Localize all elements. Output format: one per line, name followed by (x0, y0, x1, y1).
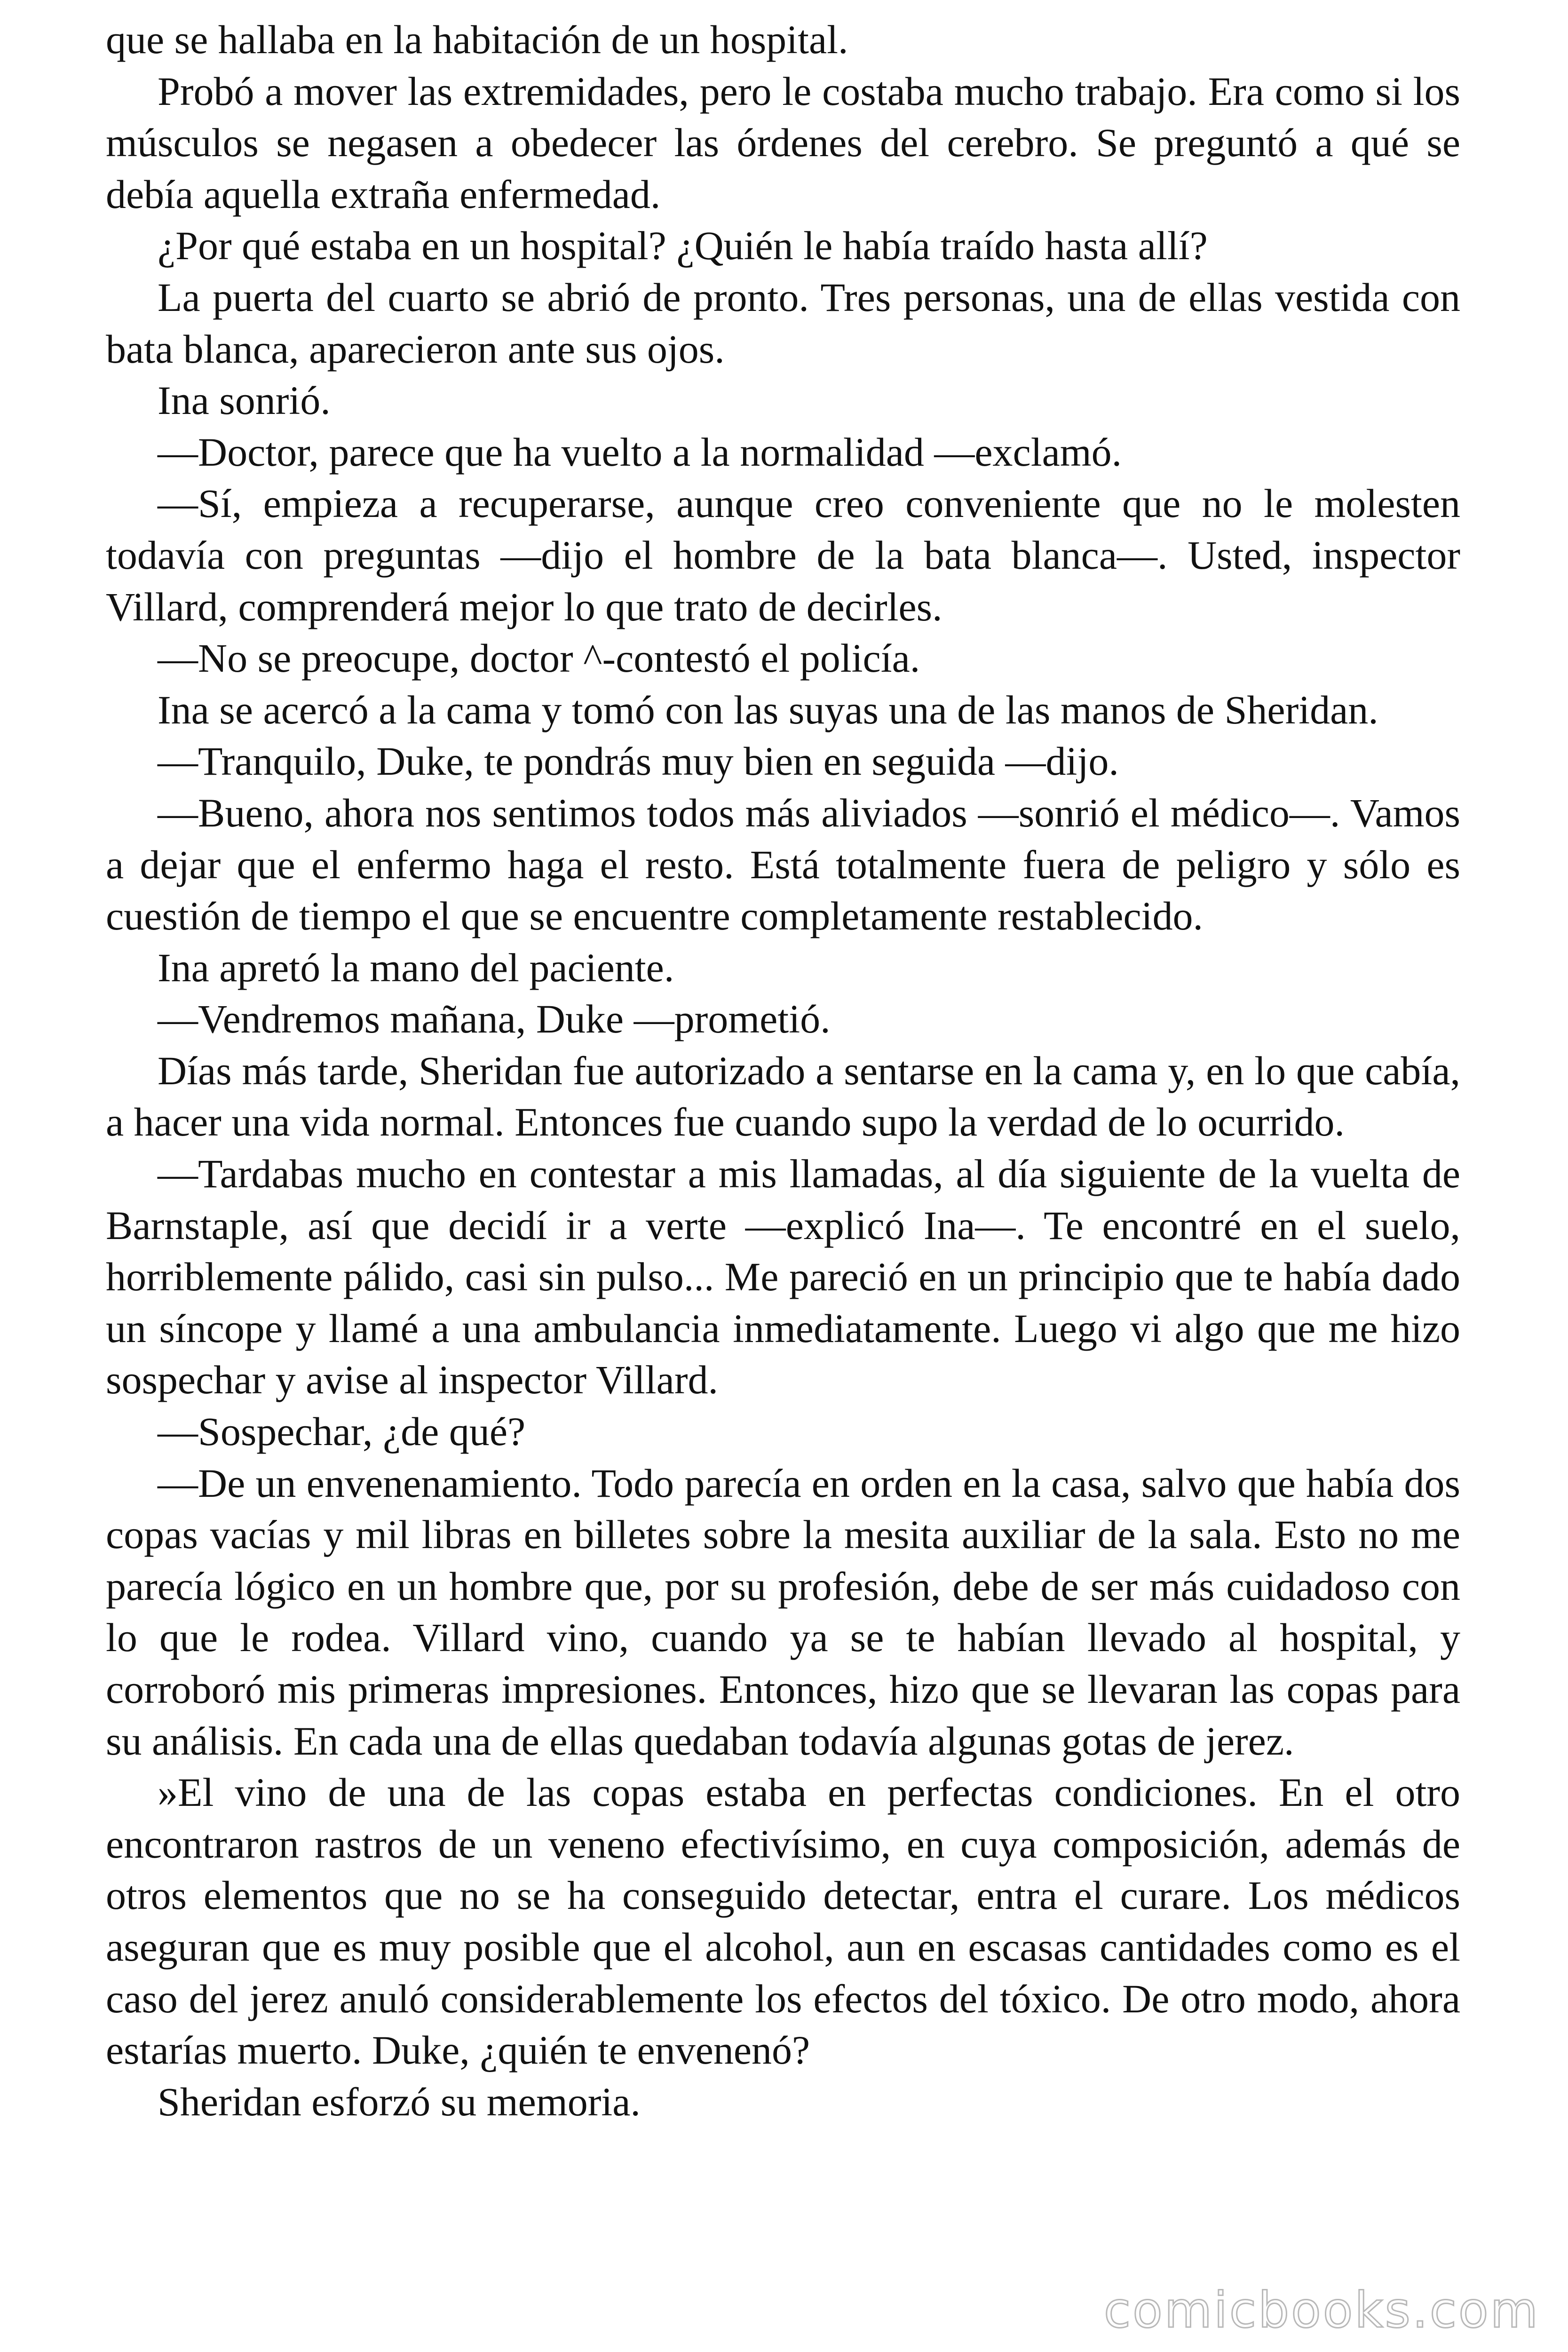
paragraph: ¿Por qué estaba en un hospital? ¿Quién le había traído hasta allí? (158, 223, 1208, 269)
paragraph: Ina apretó la mano del paciente. (158, 945, 674, 990)
paragraph: —Tranquilo, Duke, te pondrás muy bien en seguida —dijo. (158, 739, 1119, 784)
book-page-text (106, 14, 1460, 2128)
paragraph: Ina se acercó a la cama y tomó con las suyas una de las manos de Sheridan. (158, 687, 1378, 732)
paragraph: —Vendremos mañana, Duke —prometió. (158, 996, 831, 1042)
paragraph: —Sí, empieza a recuperarse, aunque creo conveniente que no le molesten todavía con preguntas —dijo el hombre de la bata blanca—. Usted, inspector Villard, comprenderá mejor lo que trato de decirles. (106, 481, 1460, 629)
paragraph: »El vino de una de las copas estaba en perfectas condiciones. En el otro encontraron rastros de un veneno efectivísimo, en cuya composición, además de otros elementos que no se ha conseguido detectar, entra el curare. Los médicos aseguran que es muy posible que el alcohol, aun en escasas cantidades como es el caso del jerez anuló considerablemente los efectos del tóxico. De otro modo, ahora estarías muerto. Duke, ¿quién te envenenó? (106, 1770, 1460, 2073)
watermark: comicbooks.com (1103, 2281, 1540, 2339)
paragraph: —Doctor, parece que ha vuelto a la normalidad —exclamó. (158, 429, 1122, 475)
paragraph: —Tardabas mucho en contestar a mis llamadas, al día siguiente de la vuelta de Barnstaple, así que decidí ir a verte —explicó Ina—. Te encontré en el suelo, horriblemente pálido, casi sin pulso... Me pareció en un principio que te había dado un síncope y llamé a una ambulancia inmediatamente. Luego vi algo que me hizo sospechar y avise al inspector Villard. (106, 1151, 1460, 1403)
paragraph: La puerta del cuarto se abrió de pronto. Tres personas, una de ellas vestida con bata blanca, aparecieron ante sus ojos. (106, 274, 1460, 372)
paragraph: —No se preocupe, doctor ^-contestó el policía. (158, 636, 920, 681)
paragraph-continuation: que se hallaba en la habitación de un hospital. (106, 17, 848, 62)
paragraph: —Sospechar, ¿de qué? (158, 1409, 526, 1454)
paragraph: Días más tarde, Sheridan fue autorizado a sentarse en la cama y, en lo que cabía, a hacer una vida normal. Entonces fue cuando supo la verdad de lo ocurrido. (106, 1048, 1460, 1145)
paragraph: —De un envenenamiento. Todo parecía en orden en la casa, salvo que había dos copas vacías y mil libras en billetes sobre la mesita auxiliar de la sala. Esto no me parecía lógico en un hombre que, por su profesión, debe de ser más cuidadoso con lo que le rodea. Villard vino, cuando ya se te habían llevado al hospital, y corroboró mis primeras impresiones. Entonces, hizo que se llevaran las copas para su análisis. En cada una de ellas quedaban todavía algunas gotas de jerez. (106, 1460, 1460, 1764)
paragraph: —Bueno, ahora nos sentimos todos más aliviados —sonrió el médico—. Vamos a dejar que el enfermo haga el resto. Está totalmente fuera de peligro y sólo es cuestión de tiempo el que se encuentre completamente restablecido. (106, 790, 1460, 939)
paragraph: Ina sonrió. (158, 378, 331, 423)
paragraph: Sheridan esforzó su memoria. (158, 2079, 641, 2124)
paragraph: Probó a mover las extremidades, pero le costaba mucho trabajo. Era como si los músculos se negasen a obedecer las órdenes del cerebro. Se preguntó a qué se debía aquella extraña enfermedad. (106, 68, 1460, 217)
